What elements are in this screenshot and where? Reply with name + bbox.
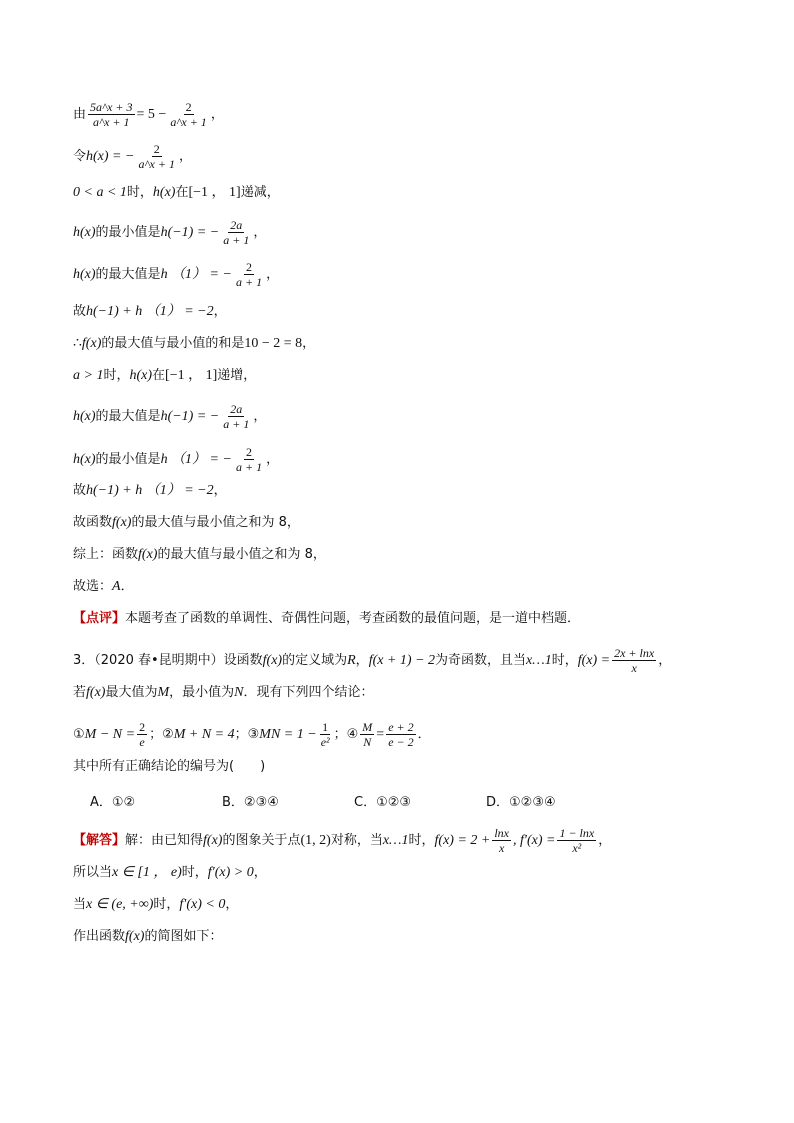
text: ， [266,451,280,467]
line-14 [73,578,134,596]
text: ；② [149,726,174,742]
text: 的最大值是 [95,266,161,282]
line-10 [73,445,279,474]
numerator: 2 [246,445,253,459]
math: h(−1) = − [160,224,220,240]
numerator: 2 [185,100,192,114]
math: h(−1) = − [160,408,220,424]
denominator: a + 1 [235,275,263,289]
math: x ∈ (e, +∞) [86,897,154,912]
math: M + N = 4 [173,726,235,742]
answer-line-4 [73,928,222,946]
math: h(x) = − [86,148,135,164]
text: 由 [73,106,87,122]
fraction [168,100,209,129]
math: a > 1 [73,368,104,383]
numerator: 5a^x + 3 [90,100,133,114]
math: f(x) [203,832,223,848]
text: 的最大值是 [95,408,161,424]
text: ， [598,832,612,848]
denominator: x [631,661,637,675]
fraction [492,826,511,855]
text: ， [302,336,316,351]
fraction [319,720,332,749]
math: f(x) [262,652,283,668]
denominator: a^x + 1 [93,115,130,129]
text: ， [658,652,672,668]
text: 时， [153,897,180,912]
comment-text: 本题考查了函数的单调性、奇偶性问题，考查函数的最值问题，是一道中档题． [125,611,581,626]
line-9 [73,402,266,431]
fraction [386,720,415,749]
comment-line [73,610,580,628]
text: 时， [408,832,435,848]
answer-line-1 [73,826,611,855]
numerator: 2 [246,260,253,274]
text: ， [253,408,267,424]
line-4 [73,218,266,247]
math: f(x) [138,547,158,562]
text: 令 [73,148,87,164]
math: M [157,685,170,700]
text: 作出函数 [73,929,126,944]
math: A [112,579,121,594]
math: 10 − 2 = 8 [244,336,303,351]
math: N [234,685,244,700]
line-2 [73,142,192,171]
text: ， [355,652,369,668]
text: ， [213,304,227,319]
numerator: e + 2 [388,720,414,734]
question-3-line-2 [73,684,374,702]
text: 的最大值与最小值之和为 8， [131,515,300,530]
math: f(x) [112,515,132,530]
denominator: a^x + 1 [138,157,175,171]
fraction [557,826,596,855]
text: 所以当 [73,865,113,880]
question-3-conclusions [73,720,431,749]
text: 递增， [217,368,257,383]
text: 对称，当 [330,832,383,848]
text: 解：由已知得 [125,832,204,848]
text: 的最大值与最小值的和是 [101,336,245,351]
math: R [347,652,356,668]
math: ∴ [73,336,82,351]
denominator: e − 2 [388,735,414,749]
denominator: a + 1 [235,460,263,474]
math: h （1） = − [160,451,232,467]
text: 的最小值是 [95,451,161,467]
text: ；③ [234,726,260,742]
numerator: 2 [139,720,146,734]
text: 时， [551,652,578,668]
fraction [137,720,147,749]
numerator: 2x + lnx [614,646,655,660]
answer-line-2 [73,864,267,882]
text: 在 [175,185,189,200]
option-c[interactable]: C．①②③ [354,795,412,810]
fraction [88,100,135,129]
math: MN = 1 − [259,726,317,742]
fraction [221,218,251,247]
fraction [612,646,656,675]
text: 故 [73,483,87,498]
line-13 [73,546,326,564]
text: 故选： [73,579,113,594]
numerator: lnx [494,826,510,840]
options-row [90,791,618,810]
denominator: e [139,735,145,749]
text: 时， [103,368,130,383]
text: ， [178,148,192,164]
math: (1, 2) [300,832,331,848]
math: h(x) [73,224,96,240]
option-d[interactable]: D．①②③④ [486,795,556,810]
text: ， [225,897,239,912]
line-7 [73,335,315,353]
math: h(−1) + h （1） = −2 [86,483,214,498]
line-12 [73,514,300,532]
denominator: N [363,735,372,749]
math: , f′(x) = [513,832,556,848]
numerator: 1 − lnx [559,826,595,840]
text: 故函数 [73,515,113,530]
text: ， [253,865,267,880]
text: ① [73,726,85,742]
math: h(x) [73,408,96,424]
question-3-stem [73,646,671,675]
numerator: 2a [230,218,243,232]
math: = [376,726,385,742]
text: 的定义域为 [282,652,348,668]
text: 为奇函数，且当 [435,652,527,668]
math: f(x + 1) − 2 [368,652,436,668]
numerator: 2 [153,142,160,156]
denominator: a + 1 [223,417,250,431]
comment-tag: 【点评】 [73,611,126,626]
fraction [234,445,264,474]
text: 的最大值与最小值之和为 8， [157,547,326,562]
denominator: e² [320,735,330,749]
math: f(x) = 2 + [434,832,491,848]
math: M − N = [84,726,136,742]
math: f(x) [81,336,102,351]
text: 时， [126,185,153,200]
math: h （1） = − [160,266,232,282]
math: f′(x) < 0 [179,897,226,912]
line-11 [73,482,227,500]
denominator: a^x + 1 [170,115,207,129]
math: 0 < a < 1 [73,185,127,200]
line-8 [73,367,256,385]
math: f(x) [86,685,106,700]
text: 其中所有正确结论的编号为( ) [73,759,266,774]
answer-tag: 【解答】 [73,832,126,848]
text: ；④ [333,726,359,742]
math: f(x) [125,929,145,944]
text: ， [213,483,227,498]
fraction [234,260,264,289]
text: ． [120,579,134,594]
line-6 [73,303,227,321]
text: 的图象关于点 [222,832,301,848]
denominator: x [499,841,505,855]
numerator: 1 [322,720,329,734]
line-5 [73,260,279,289]
text: 当 [73,897,87,912]
answer-line-3 [73,896,238,914]
text: 递减， [240,185,280,200]
text: ． [417,726,431,742]
math: h(x) [73,451,96,467]
text: 3．（2020 春•昆明期中）设函数 [73,652,263,668]
numerator: 2a [230,402,243,416]
math: h(x) [73,266,96,282]
text: 的最小值是 [95,224,161,240]
math: x…1 [382,832,409,848]
line-3 [73,184,280,202]
math: x…1 [526,652,552,668]
option-a[interactable]: A．①② [90,795,136,810]
text: 最大值为 [105,685,158,700]
line-1 [73,100,224,129]
text: 在 [152,368,166,383]
fraction [360,720,374,749]
text: 的简图如下： [144,929,223,944]
fraction [221,402,251,431]
text: ， [253,224,267,240]
math: = 5 − [136,106,167,122]
math: [−1 ， 1] [188,185,241,200]
denominator: a + 1 [223,233,250,247]
math: [−1 ， 1] [165,368,218,383]
math: h(x) [129,368,153,383]
math: f(x) = [577,652,611,668]
math: x ∈ [1 ， e) [112,865,182,880]
text: ．现有下列四个结论： [243,685,374,700]
text: 时， [181,865,208,880]
text: ， [266,266,280,282]
text: ， [210,106,224,122]
numerator: M [362,720,373,734]
math: h(−1) + h （1） = −2 [86,304,214,319]
option-b[interactable]: B．②③④ [222,795,279,810]
text: 若 [73,685,87,700]
question-3-prompt [73,758,265,776]
math: f′(x) > 0 [207,865,254,880]
denominator: x² [572,841,582,855]
fraction [136,142,177,171]
text: 故 [73,304,87,319]
text: 综上：函数 [73,547,139,562]
text: ，最小值为 [169,685,235,700]
math: h(x) [152,185,176,200]
